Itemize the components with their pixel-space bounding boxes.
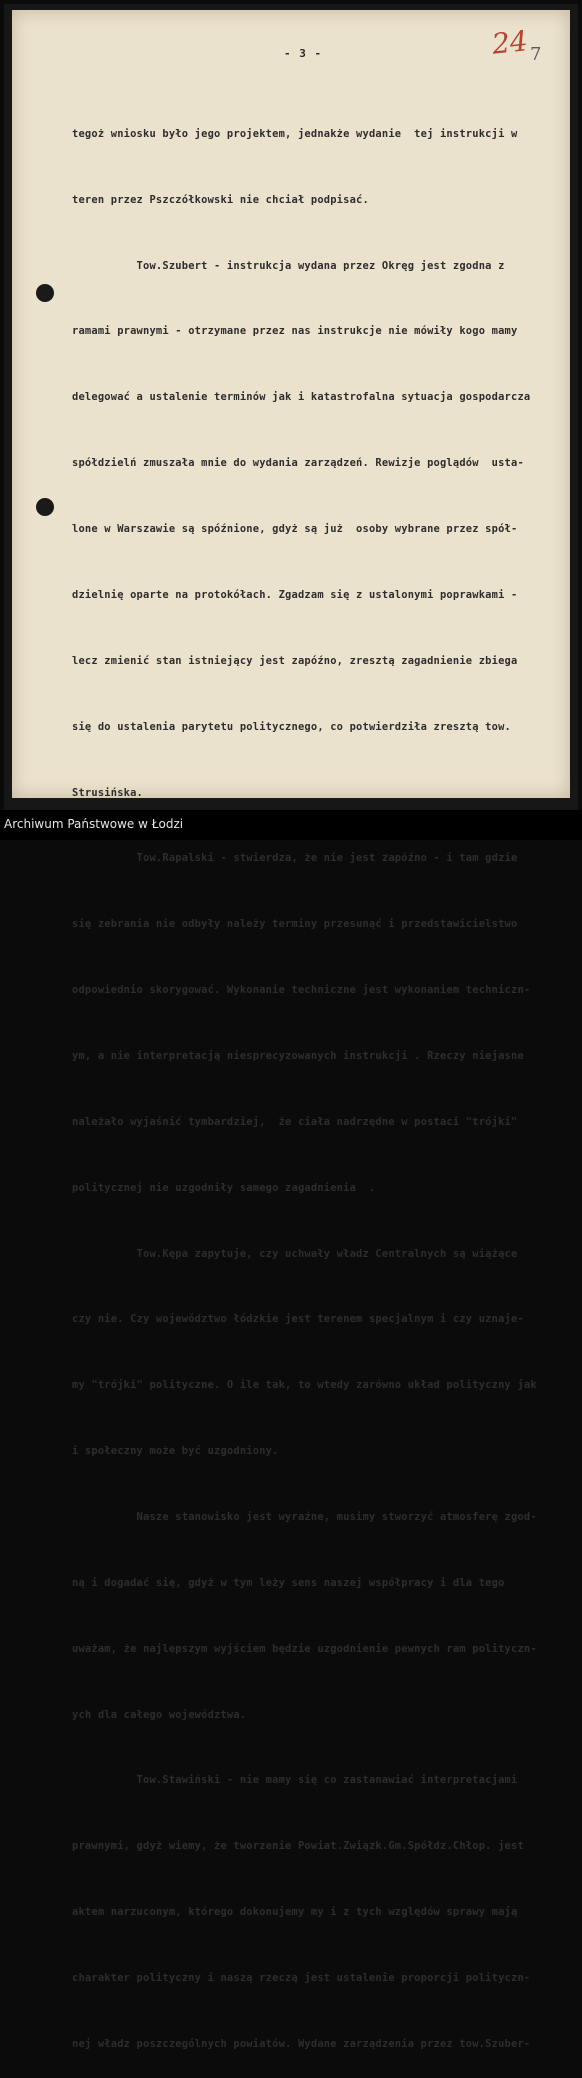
text-line: tegoż wniosku było jego projektem, jednakże wydanie tej instrukcji w [72, 127, 518, 140]
text-line: prawnymi, gdyż wiemy, że tworzenie Powiat.Związk.Gm.Spółdz.Chłop. jest [72, 1840, 524, 1853]
text-line: dzielnię oparte na protokółach. Zgadzam się z ustalonymi poprawkami - [72, 588, 518, 601]
text-line: teren przez Pszczółkowski nie chciał podpisać. [72, 193, 369, 206]
text-line: ym, a nie interpretacją niesprecyzowanych instrukcji . Rzeczy niejasne [72, 1049, 524, 1062]
text-line: Tow.Stawiński - nie mamy się co zastanawiać interpretacjami [72, 1774, 518, 1787]
text-line: lone w Warszawie są spóźnione, gdyż są już osoby wybrane przez spół- [72, 523, 518, 536]
text-line: ych dla całego województwa. [72, 1708, 247, 1721]
text-line: należało wyjaśnić tymbardziej, że ciała nadrzędne w postaci "trójki" [72, 1115, 518, 1128]
text-line: spółdzielń zmuszała mnie do wydania zarządzeń. Rewizje poglądów usta- [72, 457, 524, 470]
archive-label: Archiwum Państwowe w Łodzi [4, 817, 184, 831]
text-line: nej władz poszczególnych powiatów. Wydane zarządzenia przez tow.Szuber- [72, 2037, 531, 2050]
text-line: czy nie. Czy województwo łódzkie jest terenem specjalnym i czy uznaje- [72, 1313, 524, 1326]
text-line: politycznej nie uzgodniły samego zagadnienia . [72, 1181, 376, 1194]
text-line: charakter polityczny i naszą rzeczą jest ustalenie proporcji polityczn- [72, 1971, 531, 1984]
page-number: - 3 - [284, 47, 323, 60]
text-line: ną i dogadać się, gdyż w tym leży sens naszej współpracy i dla tego [72, 1576, 505, 1589]
text-line: Tow.Kępa zapytuje, czy uchwały władz Centralnych są wiążące [72, 1247, 518, 1260]
text-line: my "trójki" polityczne. O ile tak, to wtedy zarówno układ polityczny jak [72, 1379, 537, 1392]
text-line: lecz zmienić stan istniejący jest zapóźno, zresztą zagadnienie zbiega [72, 654, 518, 667]
typed-text [72, 80, 556, 2078]
text-line: Tow.Rapalski - stwierdza, że nie jest zapóźno - i tam gdzie [72, 852, 518, 865]
text-line: i społeczny może być uzgodniony. [72, 1445, 279, 1458]
text-line: uważam, że najlepszym wyjściem będzie uzgodnienie pewnych ram polityczn- [72, 1642, 537, 1655]
text-line: Strusińska. [72, 786, 144, 799]
punch-hole [36, 498, 54, 516]
punch-hole [36, 284, 54, 302]
text-line: ramami prawnymi - otrzymane przez nas instrukcje nie mówiły kogo mamy [72, 325, 518, 338]
folio-sub-number: 7 [530, 44, 542, 65]
text-line: delegować a ustalenie terminów jak i katastrofalna sytuacja gospodarcza [72, 391, 531, 404]
text-line: się zebrania nie odbyły należy terminy przesunąć i przedstawicielstwo [72, 918, 518, 931]
text-line: się do ustalenia parytetu politycznego, co potwierdziła zresztą tow. [72, 720, 511, 733]
text-line: Tow.Szubert - instrukcja wydana przez Okręg jest zgodna z [72, 259, 505, 272]
folio-number: 24 [490, 24, 530, 61]
text-line: Nasze stanowisko jest wyraźne, musimy stworzyć atmosferę zgod- [72, 1510, 537, 1523]
text-line: odpowiednio skorygować. Wykonanie techniczne jest wykonaniem techniczn- [72, 984, 531, 997]
text-line: aktem narzuconym, którego dokonujemy my i z tych względów sprawy mają [72, 1906, 518, 1919]
